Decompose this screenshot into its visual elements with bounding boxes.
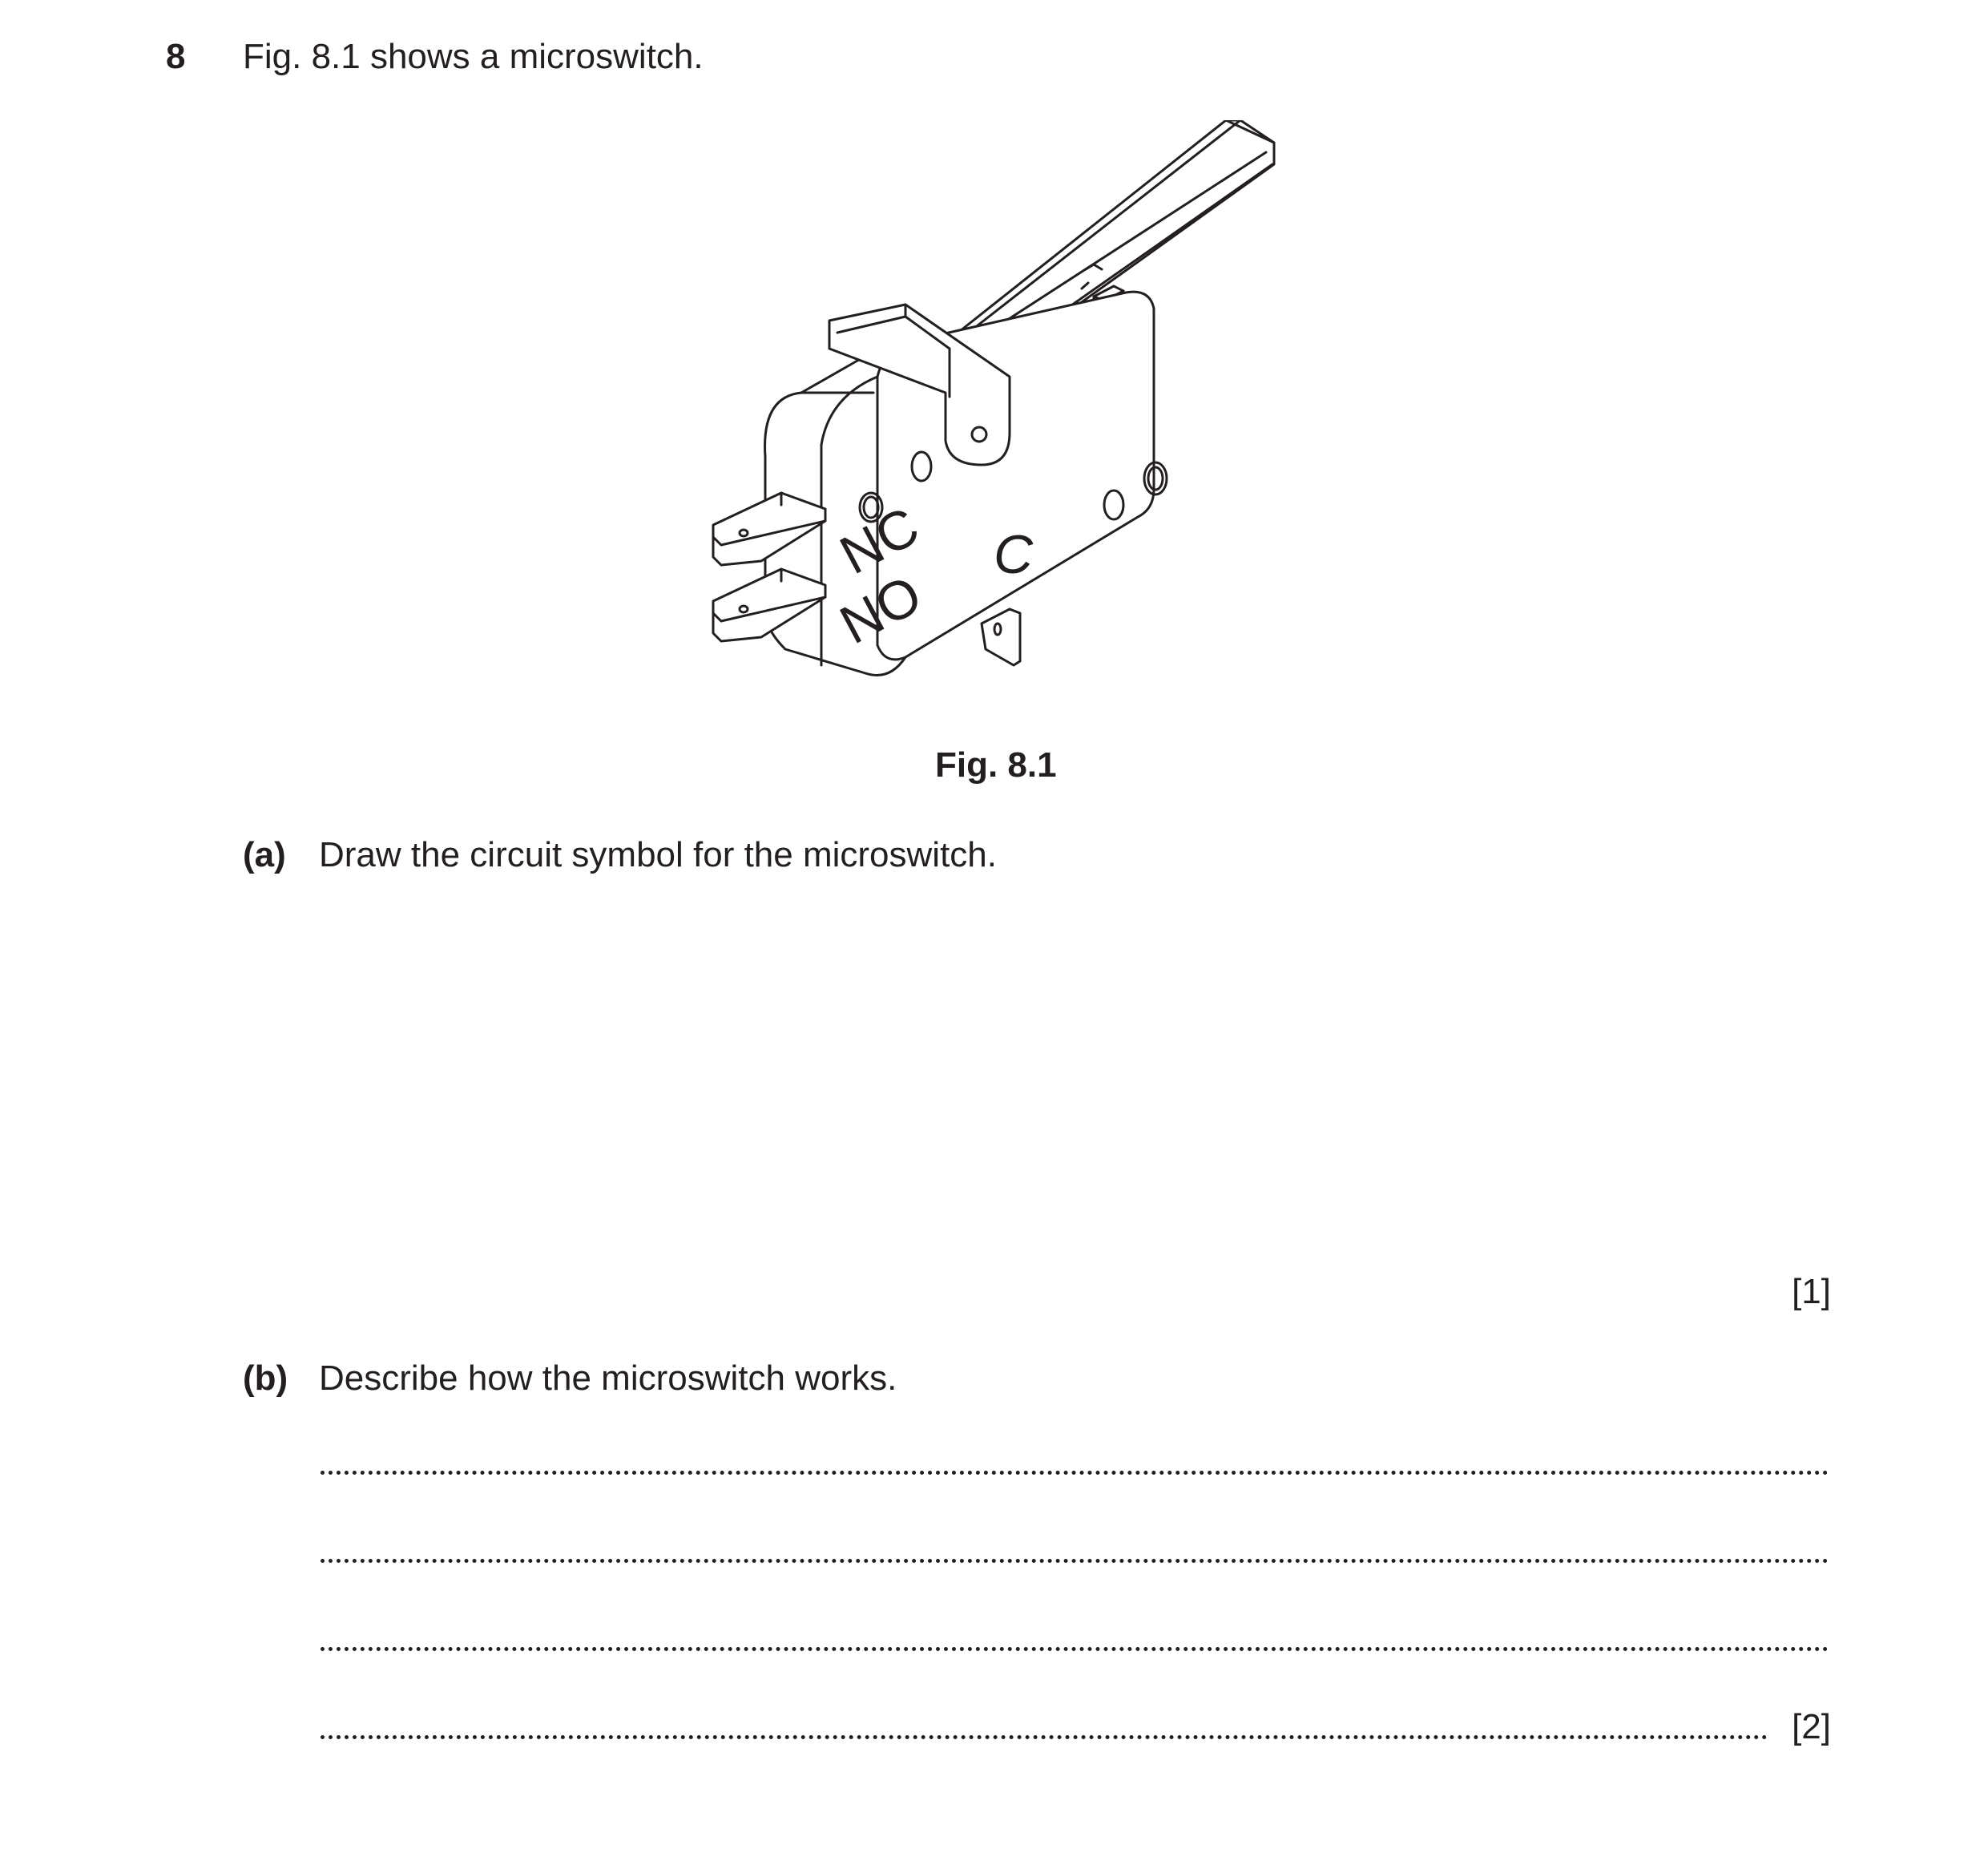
part-a-marks: [1] (1792, 1272, 1831, 1311)
question-number: 8 (166, 37, 186, 76)
nc-label: NC (830, 495, 929, 587)
microswitch-figure (705, 120, 1314, 713)
answer-line-1[interactable] (321, 1471, 1829, 1475)
part-b-marks: [2] (1792, 1707, 1831, 1746)
c-label: C (994, 524, 1034, 585)
part-a-text: Draw the circuit symbol for the microswitch. (319, 835, 997, 874)
answer-line-3[interactable] (321, 1647, 1829, 1651)
nc-terminal-drawing (713, 493, 825, 565)
part-b-text: Describe how the microswitch works. (319, 1358, 897, 1398)
no-label: NO (830, 563, 932, 656)
figure-caption: Fig. 8.1 (935, 745, 1057, 785)
question-intro: Fig. 8.1 shows a microswitch. (243, 37, 704, 76)
part-a-label: (a) (243, 835, 286, 874)
no-terminal-drawing (713, 569, 825, 641)
answer-line-2[interactable] (321, 1559, 1829, 1563)
answer-line-4[interactable] (321, 1735, 1768, 1739)
part-b-label: (b) (243, 1358, 288, 1398)
